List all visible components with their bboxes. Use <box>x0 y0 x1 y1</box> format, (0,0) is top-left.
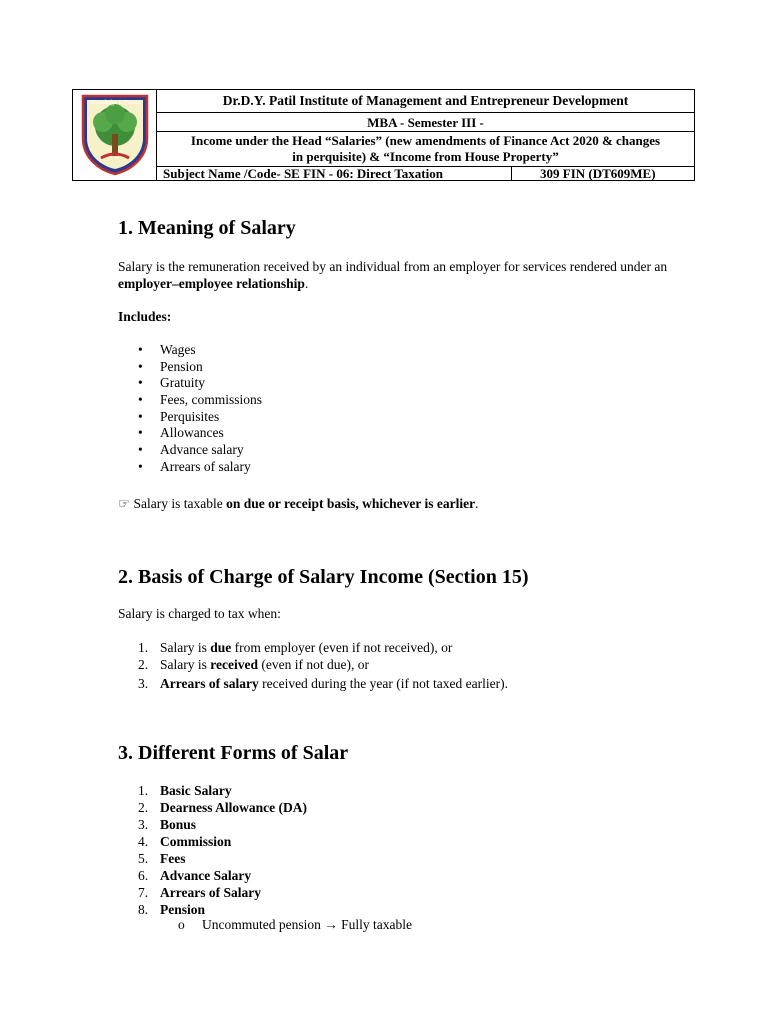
subject-name: Subject Name /Code- SE FIN - 06: Direct Taxation <box>163 166 443 181</box>
list-item <box>118 425 262 442</box>
list-item <box>118 833 307 850</box>
topic-line-2: in perquisite) & “Income from House Property” <box>292 149 559 164</box>
bullet: • <box>138 458 143 474</box>
document-header <box>72 89 695 181</box>
institute-logo-icon <box>79 92 151 176</box>
subject-code: 309 FIN (DT609ME) <box>540 166 656 181</box>
item-label: Bonus <box>160 817 197 832</box>
pension-sublist <box>118 916 412 933</box>
item-label: Advance Salary <box>160 868 252 883</box>
list-item <box>118 850 307 867</box>
item-label: Commission <box>160 834 232 849</box>
salary-forms-list <box>118 782 307 918</box>
list-item-text: Arrears of salary <box>160 458 251 474</box>
list-item <box>118 342 262 359</box>
section-3-heading: 3. Different Forms of Salar <box>118 742 349 764</box>
bullet: • <box>138 342 143 357</box>
item-text: (even if not due), or <box>257 657 369 672</box>
note-end: . <box>475 496 479 511</box>
item-text: Salary is <box>160 657 211 672</box>
section-1-heading: 1. Meaning of Salary <box>118 217 296 239</box>
list-item <box>118 884 307 901</box>
definition-text: Salary is the remuneration received by an individual from an employer for services rendered under an <box>118 259 668 274</box>
taxability-note <box>118 495 678 512</box>
program-name: MBA - Semester III - <box>157 113 694 132</box>
item-number: 7. <box>138 885 149 900</box>
institute-name: Dr.D.Y. Patil Institute of Management and Entrepreneur Development <box>157 90 694 113</box>
note-text: Salary is taxable <box>130 496 227 511</box>
list-item <box>118 409 262 426</box>
item-text: Salary is <box>160 640 211 655</box>
item-text: from employer (even if not received), or <box>231 640 453 655</box>
list-item <box>118 675 508 692</box>
list-item <box>118 782 307 799</box>
item-number: 1. <box>138 640 149 655</box>
list-item-text: Gratuity <box>160 375 205 391</box>
bullet: • <box>138 358 143 374</box>
topic-title <box>157 132 694 167</box>
list-item-text: Perquisites <box>160 408 220 424</box>
item-number: 1. <box>138 783 149 798</box>
list-item-text: Pension <box>160 358 203 374</box>
list-item <box>118 816 307 833</box>
item-label: Pension <box>160 902 206 917</box>
item-bold: Arrears of salary <box>160 676 259 691</box>
list-item <box>118 459 262 476</box>
item-label: Dearness Allowance (DA) <box>160 800 307 815</box>
includes-label-text: Includes: <box>118 309 172 324</box>
salary-definition <box>118 258 678 292</box>
list-item-text: Fees, commissions <box>160 392 263 408</box>
bullet: • <box>138 392 143 408</box>
bullet: • <box>138 408 143 424</box>
list-item <box>118 916 412 933</box>
pointing-hand-icon: ☞ <box>118 496 131 511</box>
item-number: 3. <box>138 676 149 691</box>
cell-divider <box>511 166 512 181</box>
charge-conditions-list <box>118 639 508 692</box>
item-text: received during the year (if not taxed earlier). <box>258 676 508 691</box>
sub-item-text: Uncommuted pension → Fully taxable <box>202 917 412 932</box>
list-item-text: Wages <box>160 342 196 357</box>
note-bold: on due or receipt basis, whichever is earlier <box>226 496 476 511</box>
item-label: Fees <box>160 851 186 866</box>
topic-line-1: Income under the Head “Salaries” (new amendments of Finance Act 2020 & changes <box>190 133 661 148</box>
circle-bullet: o <box>178 917 185 932</box>
logo-cell <box>73 90 157 180</box>
list-item <box>118 639 508 656</box>
bullet: • <box>138 442 143 458</box>
section-2-heading: 2. Basis of Charge of Salary Income (Section 15) <box>118 566 529 588</box>
list-item <box>118 392 262 409</box>
item-number: 3. <box>138 817 149 832</box>
includes-label <box>118 308 678 325</box>
subject-row <box>157 167 694 181</box>
item-number: 8. <box>138 902 149 917</box>
item-bold: received <box>210 657 258 672</box>
list-item <box>118 867 307 884</box>
item-number: 6. <box>138 868 149 883</box>
bullet: • <box>138 375 143 391</box>
definition-bold: employer–employee relationship <box>118 276 305 291</box>
definition-end: . <box>304 276 309 291</box>
item-number: 4. <box>138 834 149 849</box>
list-item <box>118 656 508 673</box>
includes-list <box>118 342 262 476</box>
charge-intro: Salary is charged to tax when: <box>118 606 281 621</box>
list-item-text: Allowances <box>160 425 224 441</box>
item-number: 5. <box>138 851 149 866</box>
item-bold: due <box>210 640 232 655</box>
item-number: 2. <box>138 800 149 815</box>
list-item <box>118 442 262 459</box>
list-item <box>118 799 307 816</box>
bullet: • <box>138 425 143 441</box>
list-item <box>118 359 262 376</box>
list-item <box>118 375 262 392</box>
svg-text:Knowledge is Power: Knowledge is Power <box>90 100 140 106</box>
item-label: Arrears of Salary <box>160 885 261 900</box>
item-label: Basic Salary <box>160 783 232 798</box>
item-number: 2. <box>138 657 149 672</box>
list-item-text: Advance salary <box>160 442 244 458</box>
